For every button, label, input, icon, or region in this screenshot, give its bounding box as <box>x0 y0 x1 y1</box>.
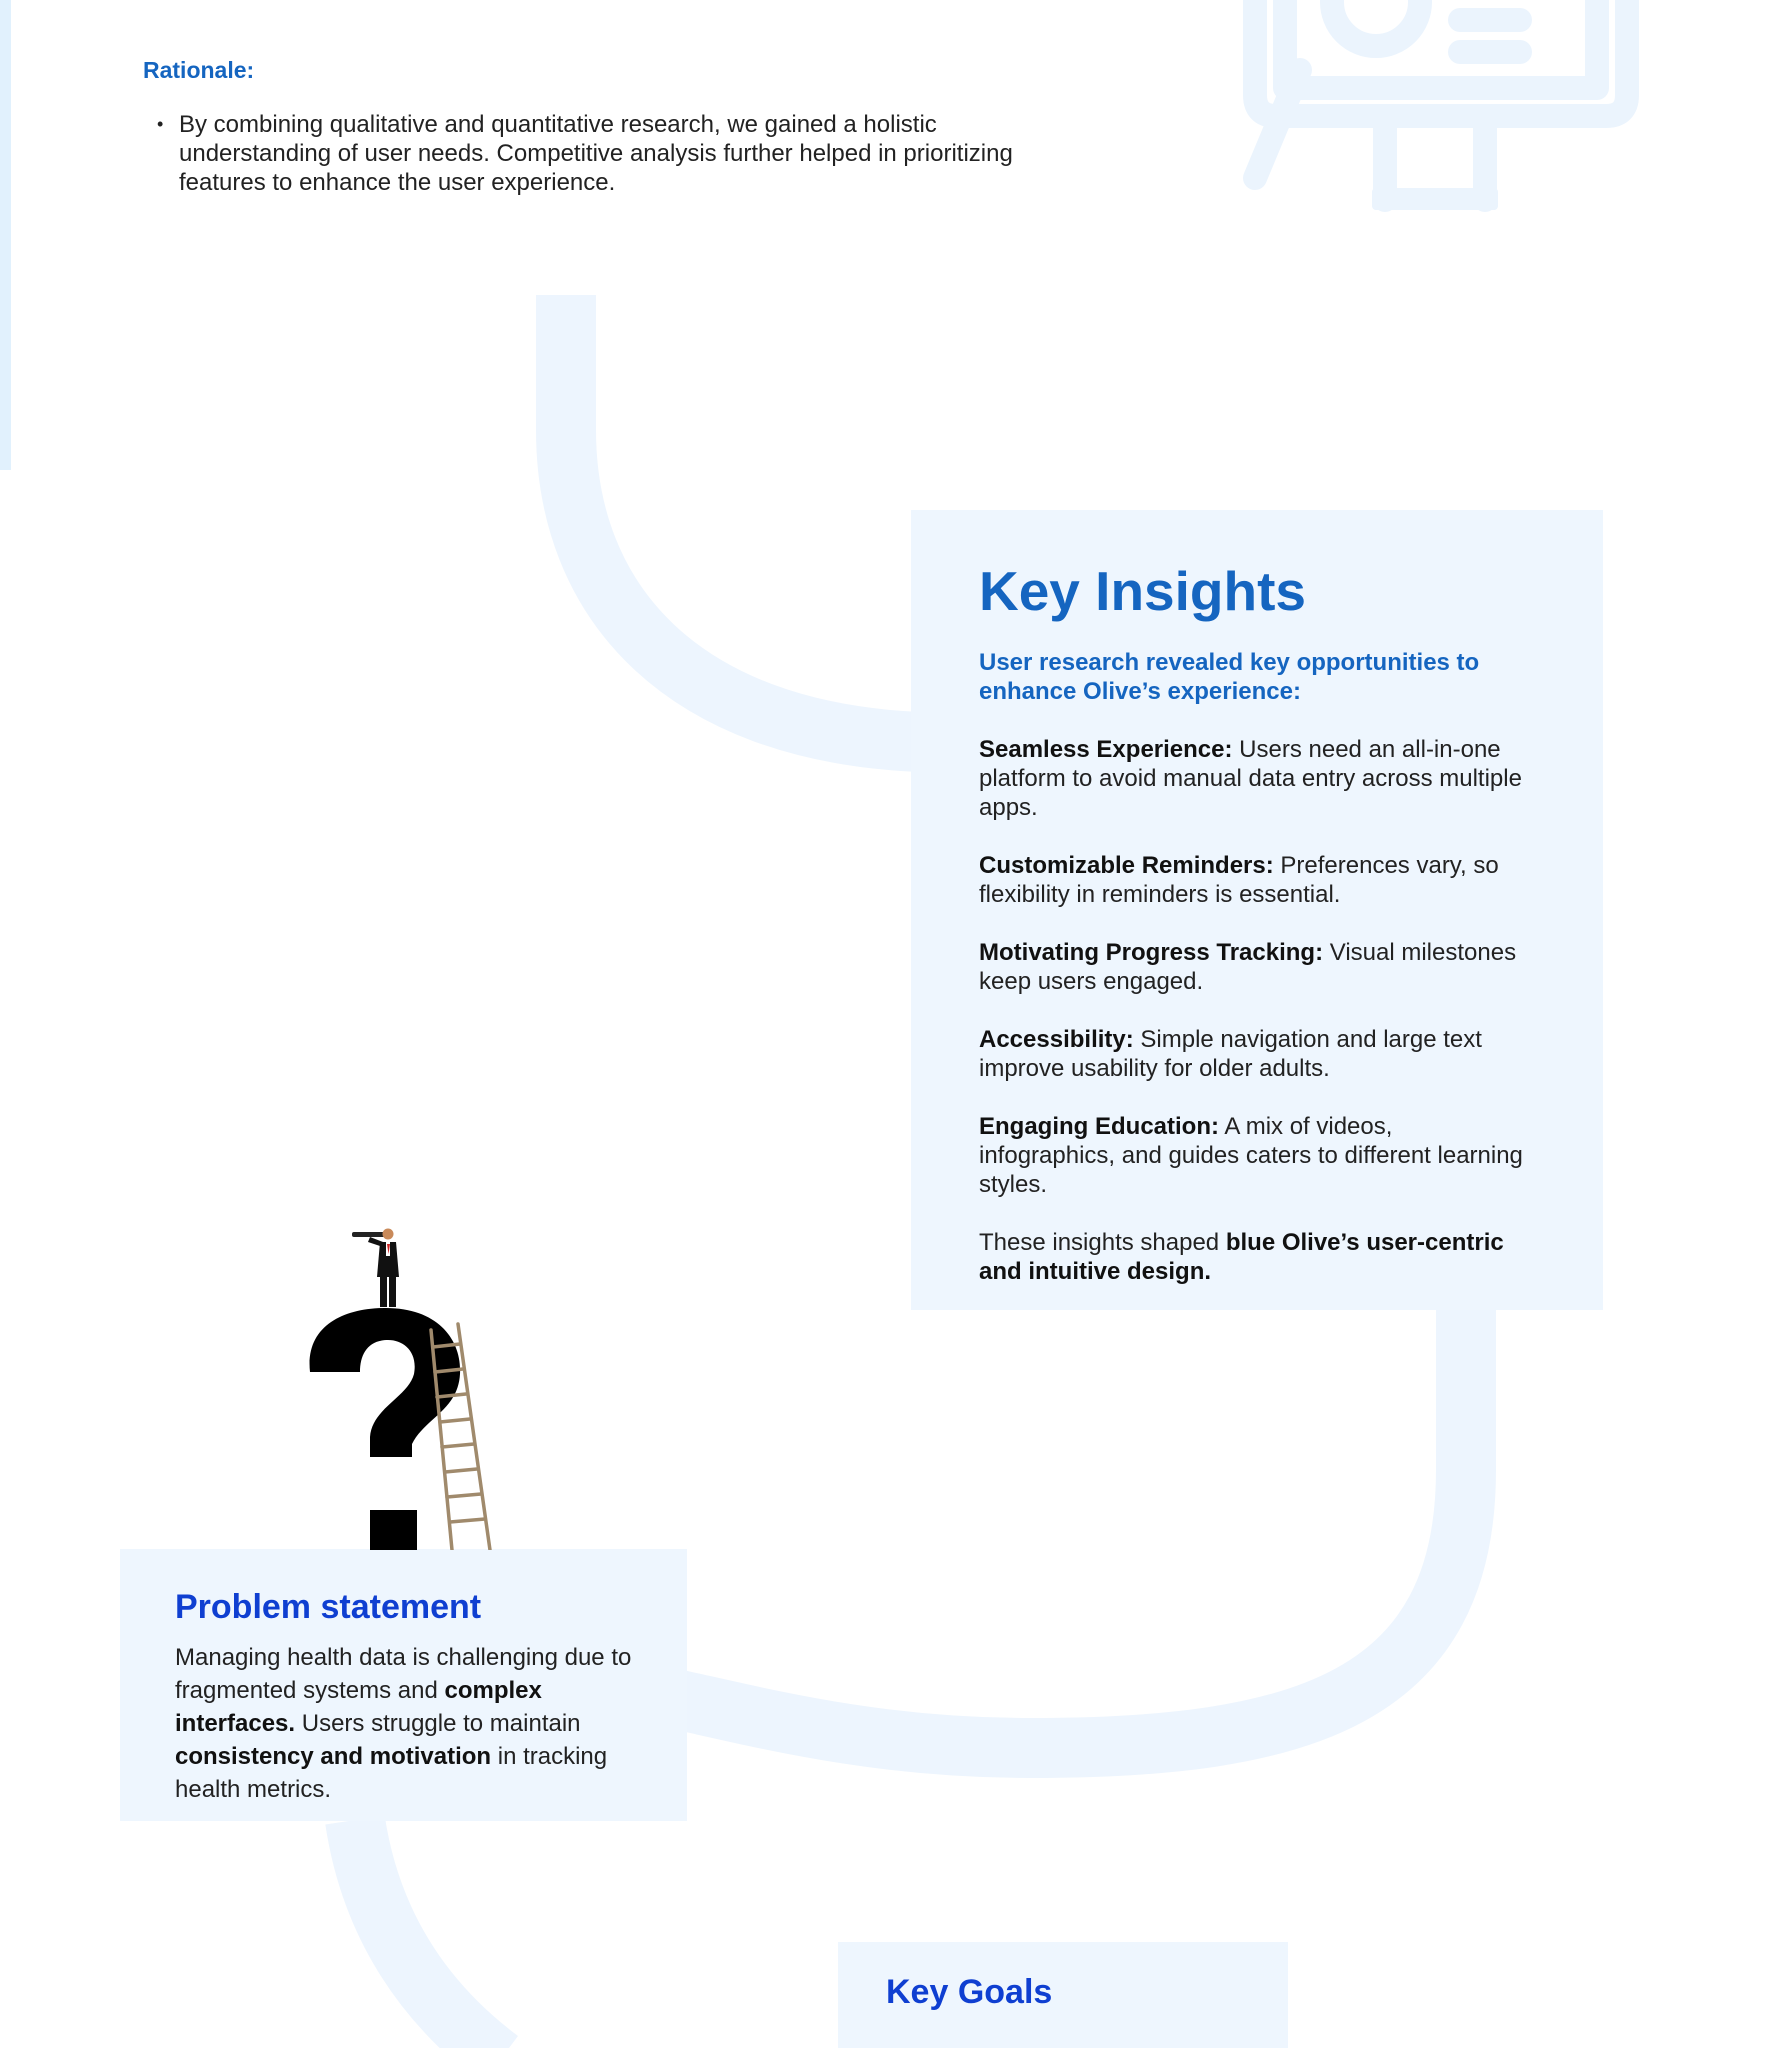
insight-term: Accessibility: <box>979 1026 1134 1053</box>
insight-text: Preferences vary, so flexibility in reminders is essential. <box>979 852 1499 908</box>
problem-emphasis: consistency and motivation <box>175 1743 492 1770</box>
rationale-item <box>157 110 1027 197</box>
problem-statement-card <box>120 1549 687 1821</box>
problem-emphasis: complex interfaces. <box>175 1677 542 1737</box>
closing-emphasis: blue Olive’s user-centric and intuitive design. <box>979 1229 1504 1285</box>
bullet-icon: • <box>157 114 164 134</box>
insight-accessibility <box>979 1025 1535 1083</box>
insight-engaging-education <box>979 1112 1535 1199</box>
closing-text: These insights shaped <box>979 1229 1226 1256</box>
problem-statement-title: Problem statement <box>175 1588 482 1626</box>
key-goals-title: Key Goals <box>886 1973 1053 2011</box>
insight-customizable-reminders <box>979 851 1535 909</box>
question-mark-ladder-lookout-illustration <box>300 1222 510 1550</box>
monitor-search-icon <box>1255 0 1627 210</box>
insight-text: Users need an all-in-one platform to avoid manual data entry across multiple apps. <box>979 736 1522 821</box>
journey-path-bottom <box>355 1820 500 2048</box>
key-insights-card <box>911 510 1603 1310</box>
insight-text: Visual milestones keep users engaged. <box>979 939 1517 995</box>
key-insights-closing <box>979 1228 1535 1286</box>
problem-text-part: in tracking health metrics. <box>175 1743 608 1803</box>
key-insights-intro: User research revealed key opportunities to enhance Olive’s experience: <box>979 649 1480 705</box>
rationale-item-text: By combining qualitative and quantitative research, we gained a holistic understanding of user needs. Competitive analysis further helped in prioritizing features to enhance the user experience. <box>179 111 1013 196</box>
journey-path-top <box>566 295 920 742</box>
problem-text-part: Managing health data is challenging due to fragmented systems and <box>175 1644 632 1704</box>
insight-text: Simple navigation and large text improve usability for older adults. <box>979 1026 1482 1082</box>
left-accent-strip <box>0 0 11 470</box>
insight-text: A mix of videos, infographics, and guides caters to different learning styles. <box>979 1113 1523 1198</box>
insight-term: Seamless Experience: <box>979 736 1233 763</box>
problem-statement-text <box>175 1641 632 1806</box>
insight-progress-tracking <box>979 938 1535 996</box>
insight-seamless-experience <box>979 735 1535 822</box>
problem-text-part: Users struggle to maintain <box>295 1710 581 1737</box>
insight-term: Motivating Progress Tracking: <box>979 939 1324 966</box>
journey-path-middle <box>680 1308 1466 1748</box>
rationale-heading: Rationale: <box>143 57 255 83</box>
key-goals-card <box>838 1942 1288 2048</box>
insight-term: Engaging Education: <box>979 1113 1219 1140</box>
key-insights-title: Key Insights <box>979 560 1307 622</box>
rationale-list <box>157 110 1027 197</box>
insight-term: Customizable Reminders: <box>979 852 1274 879</box>
